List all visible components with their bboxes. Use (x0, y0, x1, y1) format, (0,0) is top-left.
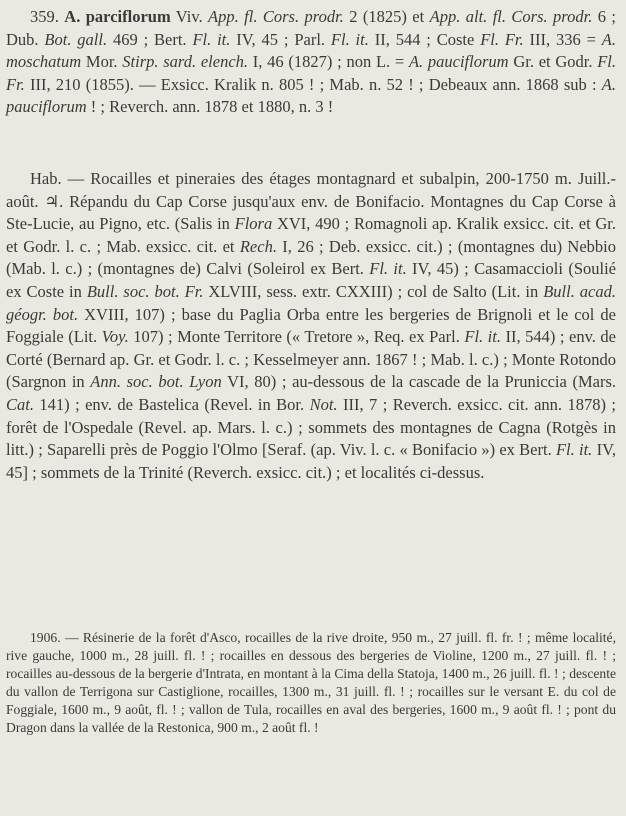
habitat-text: Hab. — Rocailles et pineraies des étages montagnard et subalpin, 200-1750 m. Juill.-août. ♃. Répandu du Cap Corse jusqu'aux env. de Bonifacio. Montagnes du Cap Corse à Ste-Lucie, au Pigno, etc. (Salis in (6, 169, 616, 234)
synonymy-text: III, 210 (1855). — Exsicc. Kralik n. 805 ! ; Mab. n. 52 ! ; Debeaux ann. 1868 sub : (24, 74, 602, 94)
synonymy-text: Viv. (170, 7, 209, 26)
synonym-name: A. moschatum (6, 29, 616, 72)
habitat-text: IV, 45) ; Casamaccioli (Soulié ex Coste in (6, 259, 616, 301)
synonymy-reference: App. fl. Cors. prodr. (208, 7, 344, 26)
synonymy-reference: Fl. Fr. (6, 52, 617, 94)
synonymy-text: I, 46 (1827) ; non L. = (248, 52, 409, 72)
synonym-name: A. pauciflorum (6, 74, 616, 117)
habitat-text: I, 26 ; Deb. exsicc. cit.) ; (montagnes du) Nebbio (Mab. l. c.) ; (montagnes de) Calvi (Soleirol ex Bert. (6, 236, 616, 279)
habitat-text: 141) ; env. de Bastelica (Revel. in Bor. (33, 394, 310, 414)
observations-paragraph: 1906. — Résinerie de la forêt d'Asco, rocailles de la rive droite, 950 m., 27 juill. fl. fr. ! ; même localité, rive gauche, 1000 m., 28 juill. fl. ! ; rocailles en dessous des bergeries de Violine, 1200 m., 27 juill. fl. ! ; rocailles au-dessous de la bergerie d'Intrata, en montant à la Cima della Statoja, 1400 m., 26 juill. fl. ! ; descente du vallon de Terrigona sur Castiglione, rocailles, 1300 m., 31 juill. fl. ! ; rocailles sur le versant E. du col de Foggiale, 1600 m., 9 août, fl. ! ; vallon de Tula, rocailles en aval des bergeries, 1600 m., 9 août fl. ! ; pont du Dragon dans la vallée de la Restonica, 900 m., 2 août fl. ! (6, 630, 616, 736)
habitat-text: II, 544) ; env. de Corté (Bernard ap. Gr. et Godr. l. c. ; Kesselmeyer ann. 1867 ! ; Mab. l. c.) ; Monte Rotondo (Sargnon in (6, 327, 616, 392)
species-number: 359. (30, 7, 59, 26)
habitat-reference: Rech. (239, 236, 277, 256)
habitat-text: IV, 45] ; sommets de la Trinité (Reverch. exsicc. cit.) ; et localités ci-dessus. (6, 440, 616, 482)
habitat-reference: Bull. acad. géogr. bot. (6, 281, 616, 324)
habitat-reference: Bull. soc. bot. Fr. (86, 281, 204, 301)
synonymy-text: Gr. et Godr. (508, 52, 598, 72)
synonymy-paragraph (6, 6, 616, 119)
synonymy-text: 6 ; Dub. (6, 7, 616, 49)
habitat-reference: Cat. (6, 394, 34, 414)
synonymy-text: 2 (1825) et (343, 7, 430, 26)
habitat-reference: Fl. it. (369, 259, 407, 279)
synonymy-reference: Fl. it. (330, 29, 369, 49)
habitat-text: XLVIII, sess. extr. CXXIII) ; col de Salto (Lit. in (203, 281, 544, 301)
habitat-text: VI, 80) ; au-dessous de la cascade de la Pruniccia (Mars. (221, 372, 616, 392)
habitat-reference: Ann. soc. bot. Lyon (90, 372, 222, 392)
habitat-reference: Not. (309, 394, 338, 414)
habitat-text: 107) ; Monte Territore (« Tretore », Req. ex Parl. (128, 327, 465, 347)
habitat-text: XVI, 490 ; Romagnoli ap. Kralik exsicc. cit. et Gr. et Godr. l. c. ; Mab. exsicc. cit. et (6, 214, 617, 256)
synonymy-text: 469 ; Bert. (107, 29, 193, 49)
synonymy-reference: Bot. gall. (44, 29, 108, 49)
species-name: A. parciflorum (64, 7, 171, 26)
habitat-text: III, 7 ; Reverch. exsicc. cit. ann. 1878) ; forêt de l'Ospedale (Revel. ap. Mars. l. c.) ; sommets des montagnes de Cagna (Rotgès in litt.) ; Saparelli près de Poggio l'Olmo [Seraf. (ap. Viv. l. c. « Bonifacio ») ex Bert. (6, 394, 616, 460)
synonymy-reference: Stirp. sard. elench. (122, 52, 249, 72)
habitat-paragraph (6, 168, 616, 484)
habitat-reference: Flora (234, 214, 273, 234)
synonymy-text: IV, 45 ; Parl. (230, 29, 331, 49)
synonym-name: A. pauciflorum (408, 52, 509, 72)
synonymy-text: III, 336 = (523, 29, 602, 49)
synonymy-text: Mor. (81, 52, 123, 72)
habitat-reference: Fl. it. (464, 327, 501, 347)
habitat-reference: Voy. (101, 327, 129, 347)
synonymy-text: II, 544 ; Coste (368, 29, 481, 49)
synonymy-reference: Fl. it. (192, 29, 231, 49)
synonymy-reference: App. alt. fl. Cors. prodr. (429, 7, 593, 26)
habitat-text: XVIII, 107) ; base du Paglia Orba entre les bergeries de Brignoli et le col de Foggiale (Lit. (6, 304, 617, 347)
synonymy-reference: Fl. Fr. (480, 29, 524, 49)
synonymy-text: ! ; Reverch. ann. 1878 et 1880, n. 3 ! (86, 97, 334, 117)
habitat-reference: Fl. it. (555, 440, 593, 460)
